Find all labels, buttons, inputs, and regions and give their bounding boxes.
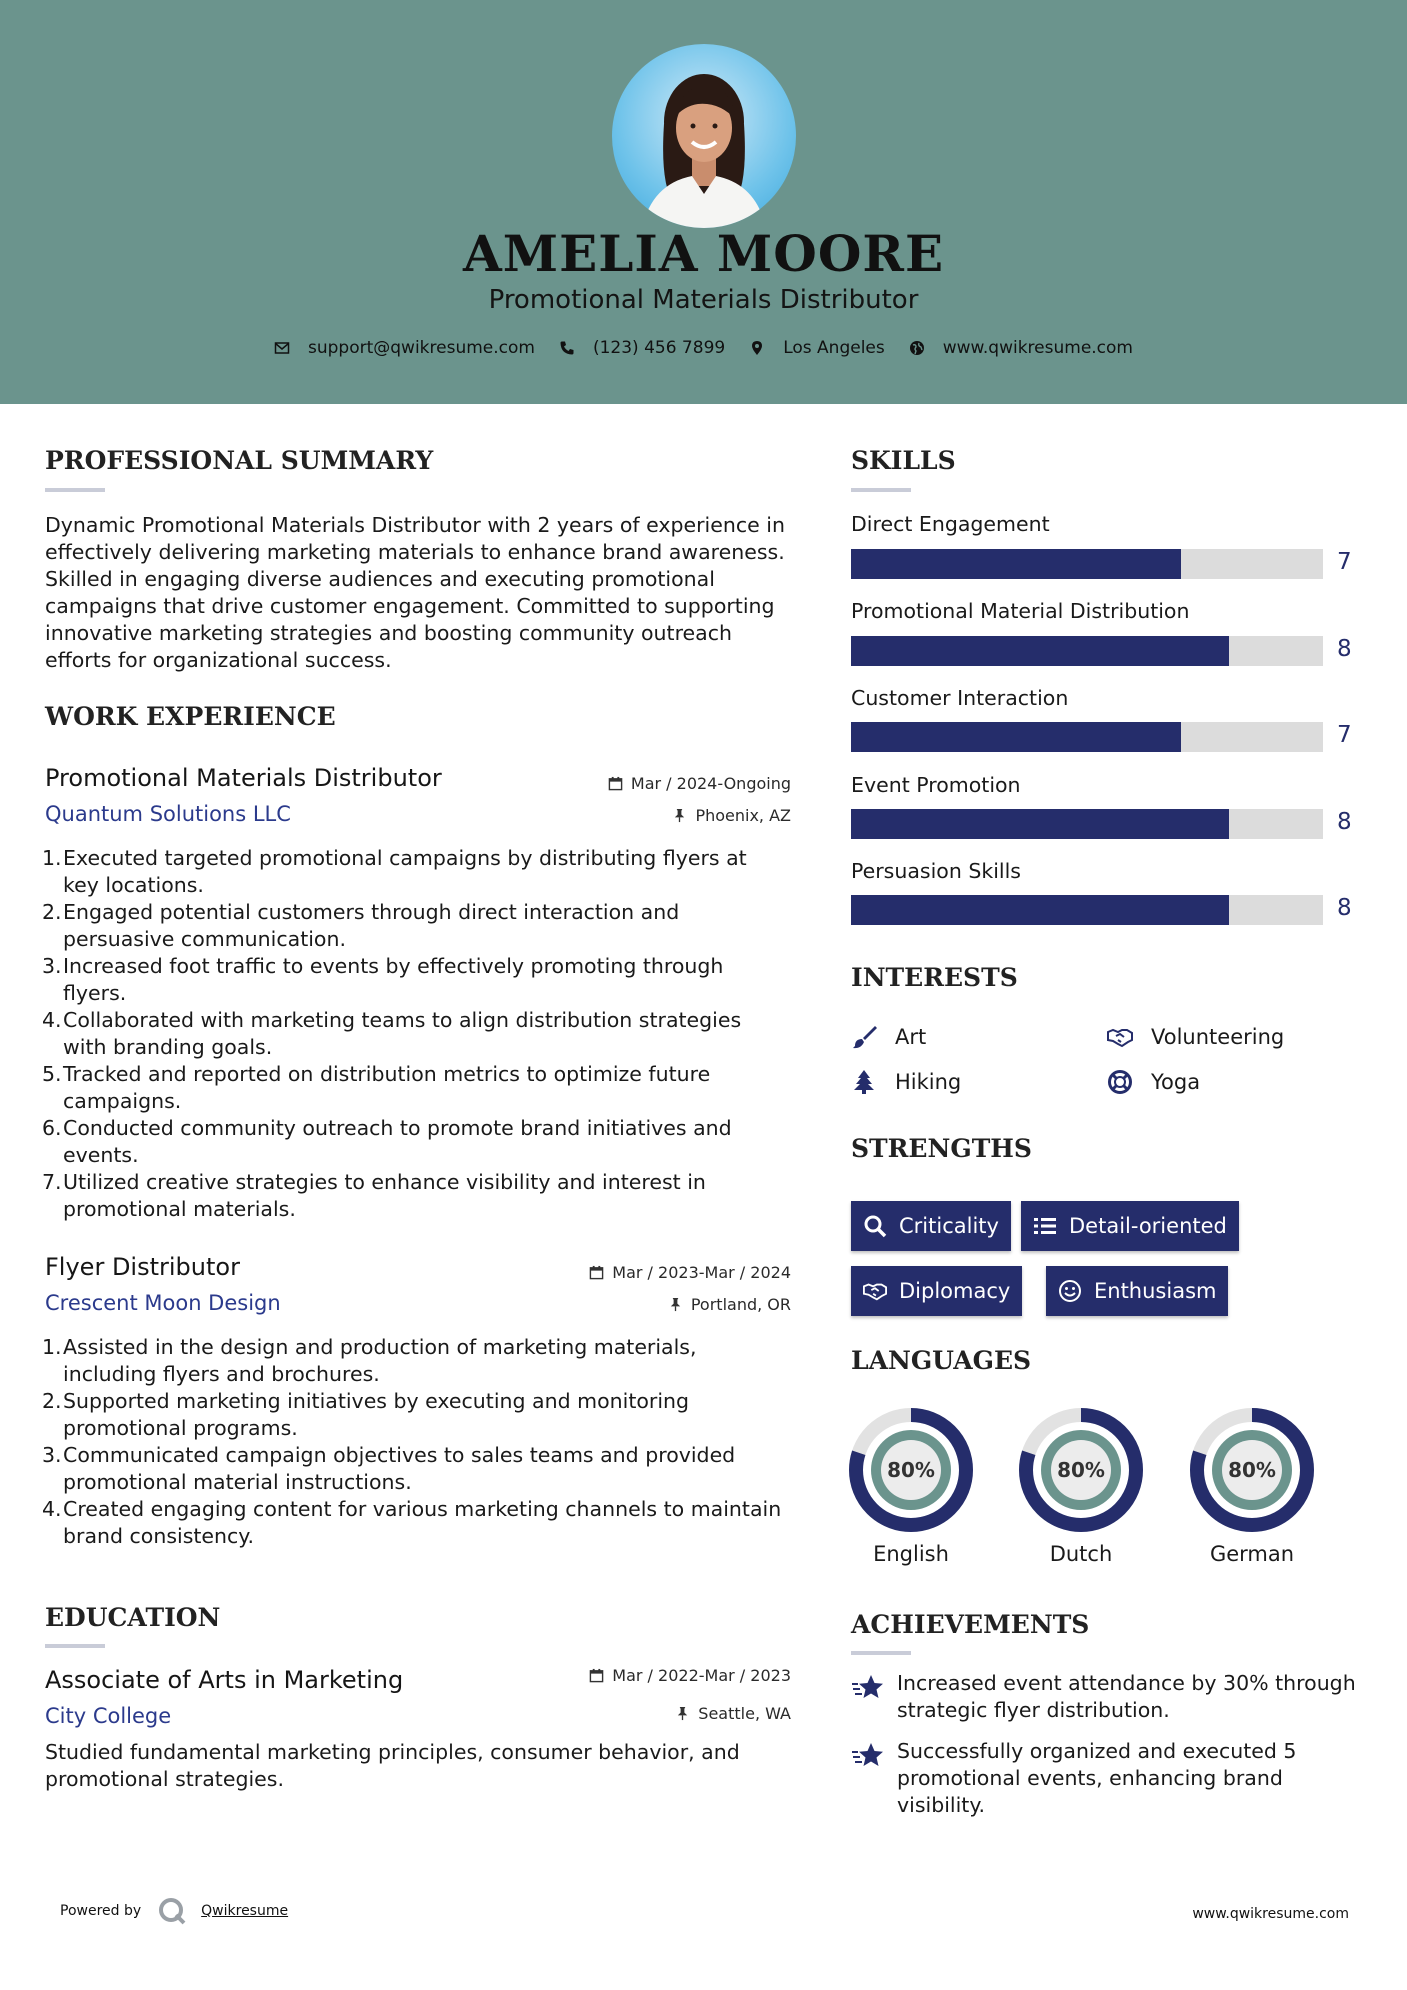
skill-bar bbox=[851, 809, 1323, 839]
strengths-heading: STRENGTHS bbox=[851, 1134, 1032, 1163]
skill-value: 7 bbox=[1337, 549, 1352, 575]
smile-icon bbox=[1058, 1279, 1082, 1303]
education-heading: EDUCATION bbox=[45, 1603, 221, 1632]
skills-rule bbox=[851, 488, 911, 492]
achievement-text: Successfully organized and executed 5 promotional events, enhancing brand visibility. bbox=[897, 1739, 1297, 1817]
education-rule bbox=[45, 1644, 105, 1648]
skill-label: Event Promotion bbox=[851, 773, 1021, 797]
pushpin-icon bbox=[672, 808, 687, 823]
tree-icon bbox=[851, 1069, 877, 1095]
list-item: 2. Engaged potential customers through direct interaction and persuasive communication. bbox=[42, 900, 680, 951]
interest-label: Art bbox=[895, 1025, 927, 1049]
skill-label: Direct Engagement bbox=[851, 512, 1050, 536]
interest-item bbox=[1107, 1024, 1284, 1050]
degree-title: Associate of Arts in Marketing bbox=[45, 1666, 404, 1694]
location-text: Portland, OR bbox=[690, 1295, 791, 1314]
interest-label: Hiking bbox=[895, 1070, 962, 1094]
skill-label: Promotional Material Distribution bbox=[851, 599, 1190, 623]
interest-item bbox=[851, 1024, 926, 1050]
strength-tag bbox=[1046, 1266, 1228, 1316]
language-name: German bbox=[1209, 1542, 1295, 1566]
strength-label: Enthusiasm bbox=[1094, 1279, 1217, 1303]
location-text: Phoenix, AZ bbox=[695, 806, 791, 825]
profile-photo bbox=[612, 44, 796, 228]
skill-bar-fill bbox=[851, 722, 1181, 752]
language-percent: 80% bbox=[887, 1458, 935, 1482]
interest-label: Yoga bbox=[1151, 1070, 1201, 1094]
job-bullets bbox=[42, 1334, 785, 1550]
skill-value: 8 bbox=[1337, 895, 1352, 921]
skill-bar bbox=[851, 549, 1323, 579]
list-icon bbox=[1033, 1214, 1057, 1238]
handshake-icon bbox=[863, 1279, 887, 1303]
pushpin-icon bbox=[668, 1297, 683, 1312]
location-text: Los Angeles bbox=[783, 338, 885, 358]
education-description: Studied fundamental marketing principles, consumer behavior, and promotional strategies. bbox=[45, 1740, 740, 1791]
skill-label: Customer Interaction bbox=[851, 686, 1069, 710]
phone-icon bbox=[559, 340, 575, 356]
list-item: 3. Communicated campaign objectives to sales teams and provided promotional material instructions. bbox=[42, 1443, 736, 1494]
skill-bar-fill bbox=[851, 549, 1181, 579]
job-dates bbox=[491, 774, 791, 793]
lifering-icon bbox=[1107, 1069, 1133, 1095]
achievements-heading: ACHIEVEMENTS bbox=[851, 1610, 1090, 1639]
email-text: support@qwikresume.com bbox=[308, 338, 535, 358]
candidate-title: Promotional Materials Distributor bbox=[488, 285, 919, 315]
language-name: English bbox=[873, 1542, 949, 1566]
skill-bar-fill bbox=[851, 809, 1229, 839]
school-name: City College bbox=[45, 1704, 172, 1728]
interest-label: Volunteering bbox=[1151, 1025, 1285, 1049]
pushpin-icon bbox=[675, 1706, 690, 1721]
calendar-icon bbox=[589, 1668, 604, 1683]
language-percent: 80% bbox=[1228, 1458, 1276, 1482]
list-item: 5. Tracked and reported on distribution metrics to optimize future campaigns. bbox=[42, 1062, 711, 1113]
list-item: 2. Supported marketing initiatives by executing and monitoring promotional programs. bbox=[42, 1389, 690, 1440]
footer-powered-by bbox=[60, 1896, 288, 1926]
interests-heading: INTERESTS bbox=[851, 963, 1018, 992]
company-name: Crescent Moon Design bbox=[45, 1291, 281, 1315]
summary-text: Dynamic Promotional Materials Distributor with 2 years of experience in effectively delivering marketing materials to enhance brand awareness. Skilled in engaging diverse audiences and executing promotional campaigns that drive customer engagement. Committed to supporting innovative marketing strategies and boosting community outreach efforts for organizational success. bbox=[45, 513, 785, 672]
job-dates bbox=[491, 1263, 791, 1282]
location-text: Seattle, WA bbox=[698, 1704, 791, 1723]
achievements-rule bbox=[851, 1651, 911, 1655]
strength-label: Criticality bbox=[899, 1214, 999, 1238]
resume-header bbox=[0, 0, 1407, 404]
dates-text: Mar / 2023-Mar / 2024 bbox=[612, 1263, 791, 1282]
contact-website[interactable] bbox=[909, 338, 1133, 358]
contact-phone[interactable] bbox=[559, 338, 725, 358]
languages-heading: LANGUAGES bbox=[851, 1346, 1032, 1375]
skill-value: 7 bbox=[1337, 722, 1352, 748]
candidate-name: AMELIA MOORE bbox=[462, 224, 945, 283]
job-location bbox=[491, 1295, 791, 1314]
calendar-icon bbox=[608, 776, 623, 791]
job-title: Flyer Distributor bbox=[45, 1253, 240, 1281]
skill-bar bbox=[851, 722, 1323, 752]
strength-label: Diplomacy bbox=[899, 1279, 1011, 1303]
language-name: Dutch bbox=[1049, 1542, 1113, 1566]
envelope-icon bbox=[274, 340, 290, 356]
education-dates bbox=[491, 1666, 791, 1685]
skill-value: 8 bbox=[1337, 636, 1352, 662]
strength-tag bbox=[851, 1201, 1011, 1251]
list-item: 1. Assisted in the design and production of marketing materials, including flyers and brochures. bbox=[42, 1335, 697, 1386]
education-location bbox=[491, 1704, 791, 1723]
list-item: 3. Increased foot traffic to events by effectively promoting through flyers. bbox=[42, 954, 724, 1005]
paintbrush-icon bbox=[851, 1024, 877, 1050]
summary-rule bbox=[45, 488, 105, 492]
search-icon bbox=[863, 1214, 887, 1238]
company-name: Quantum Solutions LLC bbox=[45, 802, 291, 826]
star-award-icon bbox=[851, 1740, 885, 1770]
summary-heading: PROFESSIONAL SUMMARY bbox=[45, 446, 434, 475]
footer-website[interactable]: www.qwikresume.com bbox=[1192, 1906, 1349, 1922]
interest-item bbox=[1107, 1069, 1200, 1095]
skill-label: Persuasion Skills bbox=[851, 859, 1021, 883]
dates-text: Mar / 2024-Ongoing bbox=[630, 774, 791, 793]
powered-by-text: Powered by bbox=[60, 1903, 142, 1919]
strength-tag bbox=[851, 1266, 1022, 1316]
dates-text: Mar / 2022-Mar / 2023 bbox=[612, 1666, 791, 1685]
language-item bbox=[1019, 1408, 1143, 1566]
strength-tag bbox=[1021, 1201, 1239, 1251]
skill-bar-fill bbox=[851, 636, 1229, 666]
achievement-item bbox=[851, 1670, 1371, 1724]
star-award-icon bbox=[851, 1672, 885, 1702]
language-percent: 80% bbox=[1057, 1458, 1105, 1482]
skill-bar bbox=[851, 895, 1323, 925]
calendar-icon bbox=[589, 1265, 604, 1280]
skill-bar bbox=[851, 636, 1323, 666]
job-location bbox=[491, 806, 791, 825]
qwikresume-logo-icon bbox=[157, 1896, 187, 1926]
skill-value: 8 bbox=[1337, 809, 1352, 835]
skills-heading: SKILLS bbox=[851, 446, 956, 475]
list-item: 6. Conducted community outreach to promote brand initiatives and events. bbox=[42, 1116, 732, 1167]
job-bullets bbox=[42, 845, 785, 1223]
list-item: 1. Executed targeted promotional campaigns by distributing flyers at key locations. bbox=[42, 846, 747, 897]
strength-label: Detail-oriented bbox=[1069, 1214, 1227, 1238]
achievement-item bbox=[851, 1738, 1371, 1819]
list-item: 4. Created engaging content for various marketing channels to maintain brand consistency. bbox=[42, 1497, 782, 1548]
contact-bar bbox=[0, 338, 1407, 358]
language-item bbox=[849, 1408, 973, 1566]
experience-heading: WORK EXPERIENCE bbox=[45, 702, 336, 731]
interest-item bbox=[851, 1069, 961, 1095]
list-item: 7. Utilized creative strategies to enhance visibility and interest in promotional materials. bbox=[42, 1170, 706, 1221]
skill-bar-fill bbox=[851, 895, 1229, 925]
website-text: www.qwikresume.com bbox=[942, 338, 1133, 358]
map-pin-icon bbox=[749, 340, 765, 356]
list-item: 4. Collaborated with marketing teams to align distribution strategies with branding goals. bbox=[42, 1008, 742, 1059]
language-item bbox=[1190, 1408, 1314, 1566]
handshake-icon bbox=[1107, 1024, 1133, 1050]
globe-icon bbox=[909, 340, 925, 356]
phone-text: (123) 456 7899 bbox=[592, 338, 726, 358]
job-title: Promotional Materials Distributor bbox=[45, 764, 442, 792]
achievement-text: Increased event attendance by 30% through strategic flyer distribution. bbox=[897, 1671, 1356, 1722]
brand-link[interactable]: Qwikresume bbox=[201, 1903, 289, 1919]
contact-email[interactable] bbox=[274, 338, 535, 358]
contact-location bbox=[749, 338, 885, 358]
